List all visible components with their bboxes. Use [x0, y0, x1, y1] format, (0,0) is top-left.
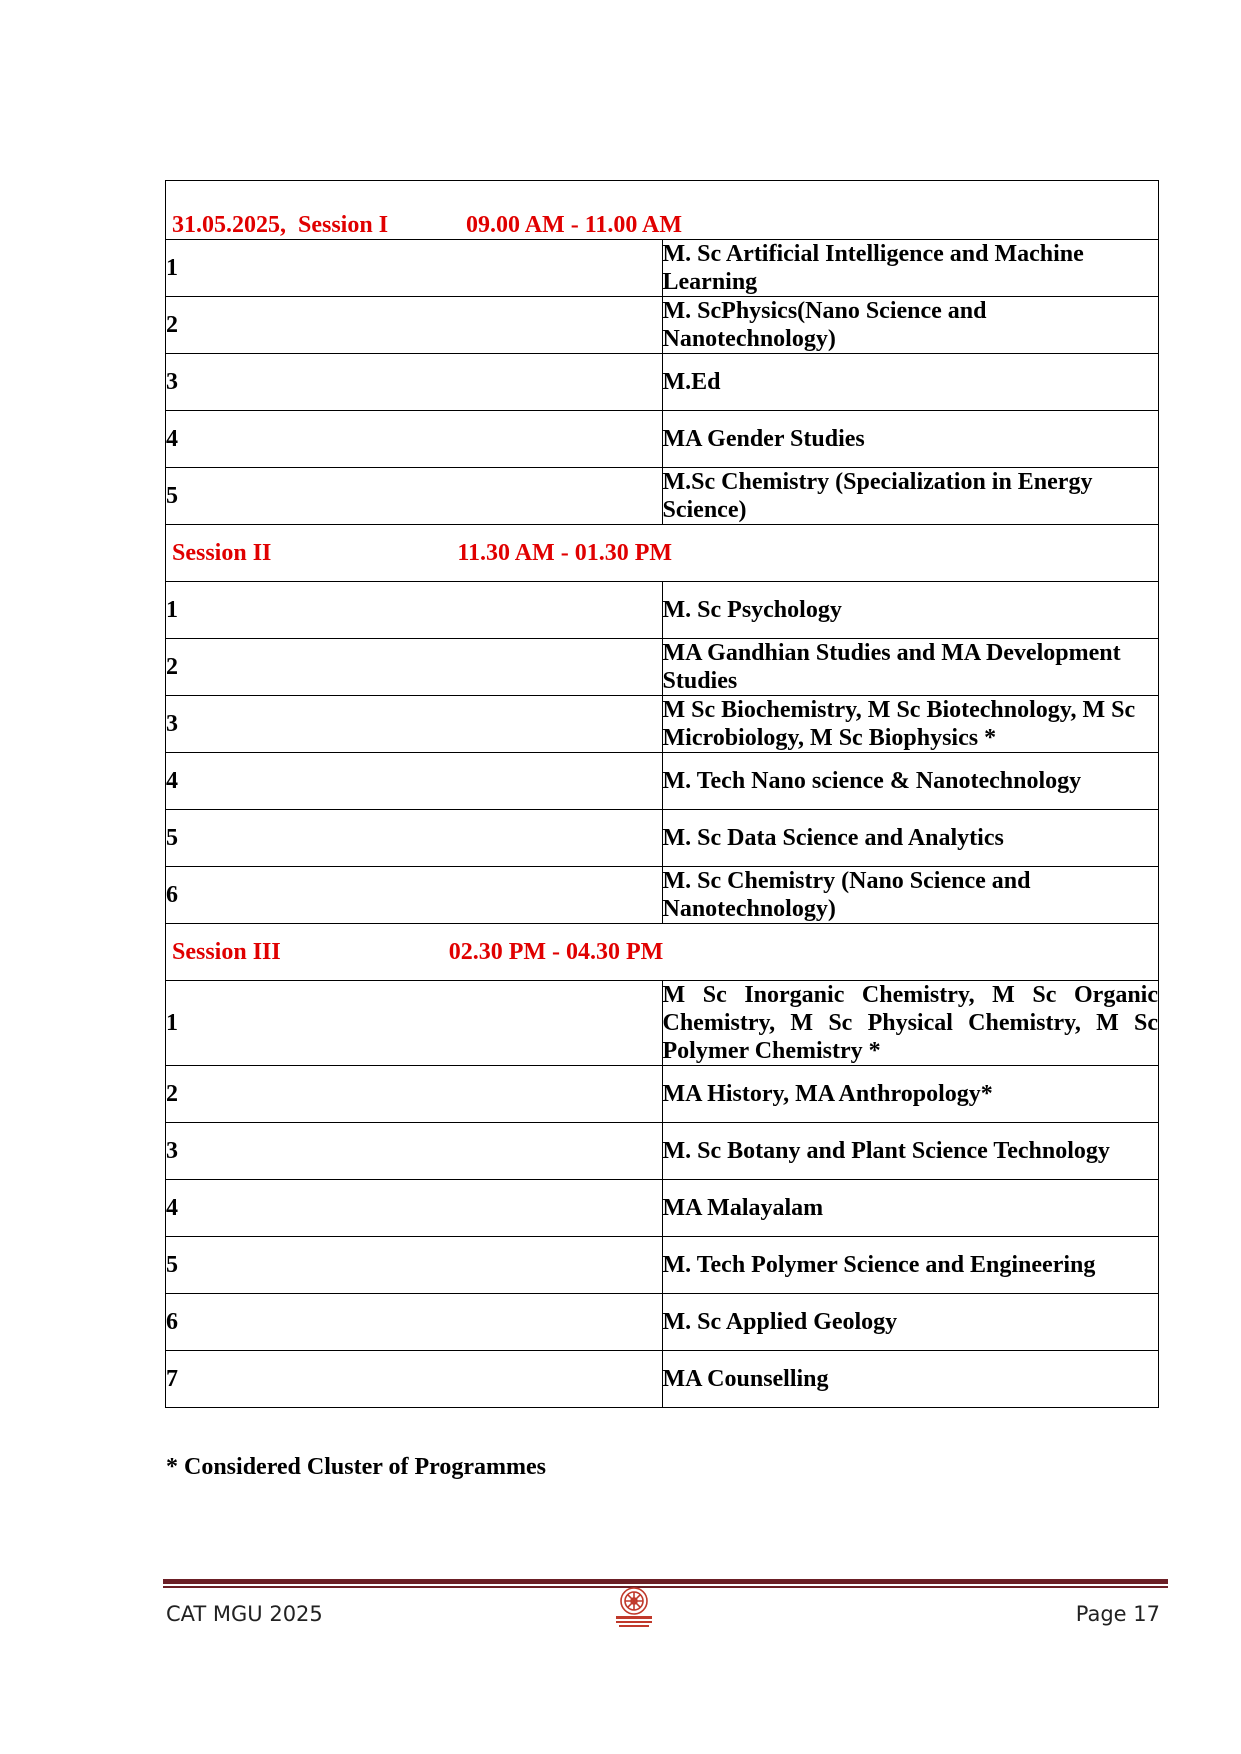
programme-name: MA Gender Studies: [662, 411, 1159, 468]
session-time: 09.00 AM - 11.00 AM: [466, 212, 683, 238]
programme-name: M. Sc Artificial Intelligence and Machine Learning: [662, 240, 1159, 297]
programme-number: 5: [166, 1237, 663, 1294]
programme-name: M Sc Inorganic Chemistry, M Sc Organic Chemistry, M Sc Physical Chemistry, M Sc Polymer Chemistry *: [662, 982, 1158, 1064]
table-row: [166, 582, 1159, 639]
programme-name: M.Sc Chemistry (Specialization in Energy Science): [662, 468, 1159, 525]
programme-name: M.Ed: [662, 354, 1159, 411]
table-row: [166, 867, 1159, 924]
footer-title: CAT MGU 2025: [166, 1602, 323, 1626]
session-heading-cell: [166, 525, 1159, 582]
session-heading-cell: [166, 924, 1159, 981]
session-heading-cell: [166, 181, 1159, 240]
programme-number: 4: [166, 411, 663, 468]
session-row: [166, 525, 1159, 582]
programme-number: 1: [166, 582, 663, 639]
programme-number: 2: [166, 639, 663, 696]
programme-number: 2: [166, 1066, 663, 1123]
programme-name: M. Tech Nano science & Nanotechnology: [662, 753, 1159, 810]
table-row: [166, 1351, 1159, 1408]
table-row: [166, 981, 1159, 1066]
programme-number: 1: [166, 981, 663, 1066]
programme-number: 4: [166, 1180, 663, 1237]
programme-number: 2: [166, 297, 663, 354]
university-emblem-icon: [610, 1583, 658, 1629]
programme-name: MA Malayalam: [662, 1180, 1159, 1237]
footer-rule-thin: [163, 1586, 1168, 1588]
table-row: [166, 696, 1159, 753]
table-row: [166, 1066, 1159, 1123]
programme-name: M Sc Biochemistry, M Sc Biotechnology, M Sc Microbiology, M Sc Biophysics *: [662, 696, 1159, 753]
table-row: [166, 1180, 1159, 1237]
programme-number: 1: [166, 240, 663, 297]
table-row: [166, 240, 1159, 297]
session-row: [166, 924, 1159, 981]
footnote: * Considered Cluster of Programmes: [166, 1454, 546, 1480]
session-time: 02.30 PM - 04.30 PM: [448, 939, 664, 965]
session-heading: Session III: [172, 939, 281, 965]
programme-name: M. Tech Polymer Science and Engineering: [662, 1237, 1159, 1294]
programme-name: M. Sc Chemistry (Nano Science and Nanotechnology): [662, 867, 1159, 924]
footer-rule-thick: [163, 1579, 1168, 1584]
programme-number: 3: [166, 1123, 663, 1180]
table-row: [166, 753, 1159, 810]
programme-name: M. ScPhysics(Nano Science and Nanotechnology): [662, 297, 1159, 354]
programme-name: M. Sc Data Science and Analytics: [662, 810, 1159, 867]
programme-name: M. Sc Botany and Plant Science Technology: [662, 1123, 1159, 1180]
table-row: [166, 1237, 1159, 1294]
table-row: [166, 1294, 1159, 1351]
page-number: Page 17: [1075, 1602, 1160, 1626]
programme-number: 5: [166, 468, 663, 525]
session-heading: Session II: [172, 540, 272, 566]
table-row: [166, 1123, 1159, 1180]
table-row: [166, 810, 1159, 867]
table-row: [166, 297, 1159, 354]
programme-number: 6: [166, 867, 663, 924]
exam-schedule-table: [165, 180, 1159, 1408]
programme-number: 5: [166, 810, 663, 867]
programme-number: 6: [166, 1294, 663, 1351]
programme-number: 4: [166, 753, 663, 810]
table-row: [166, 639, 1159, 696]
table-row: [166, 354, 1159, 411]
programme-number: 3: [166, 354, 663, 411]
table-row: [166, 411, 1159, 468]
programme-name: MA History, MA Anthropology*: [662, 1066, 1159, 1123]
programme-name: MA Gandhian Studies and MA Development Studies: [662, 639, 1159, 696]
table-row: [166, 468, 1159, 525]
programme-name: M. Sc Applied Geology: [662, 1294, 1159, 1351]
session-heading: 31.05.2025, Session I: [172, 212, 389, 238]
programme-number: 3: [166, 696, 663, 753]
session-row: [166, 181, 1159, 240]
programme-name: M. Sc Psychology: [662, 582, 1159, 639]
session-time: 11.30 AM - 01.30 PM: [457, 540, 673, 566]
programme-name: MA Counselling: [662, 1351, 1159, 1408]
programme-number: 7: [166, 1351, 663, 1408]
